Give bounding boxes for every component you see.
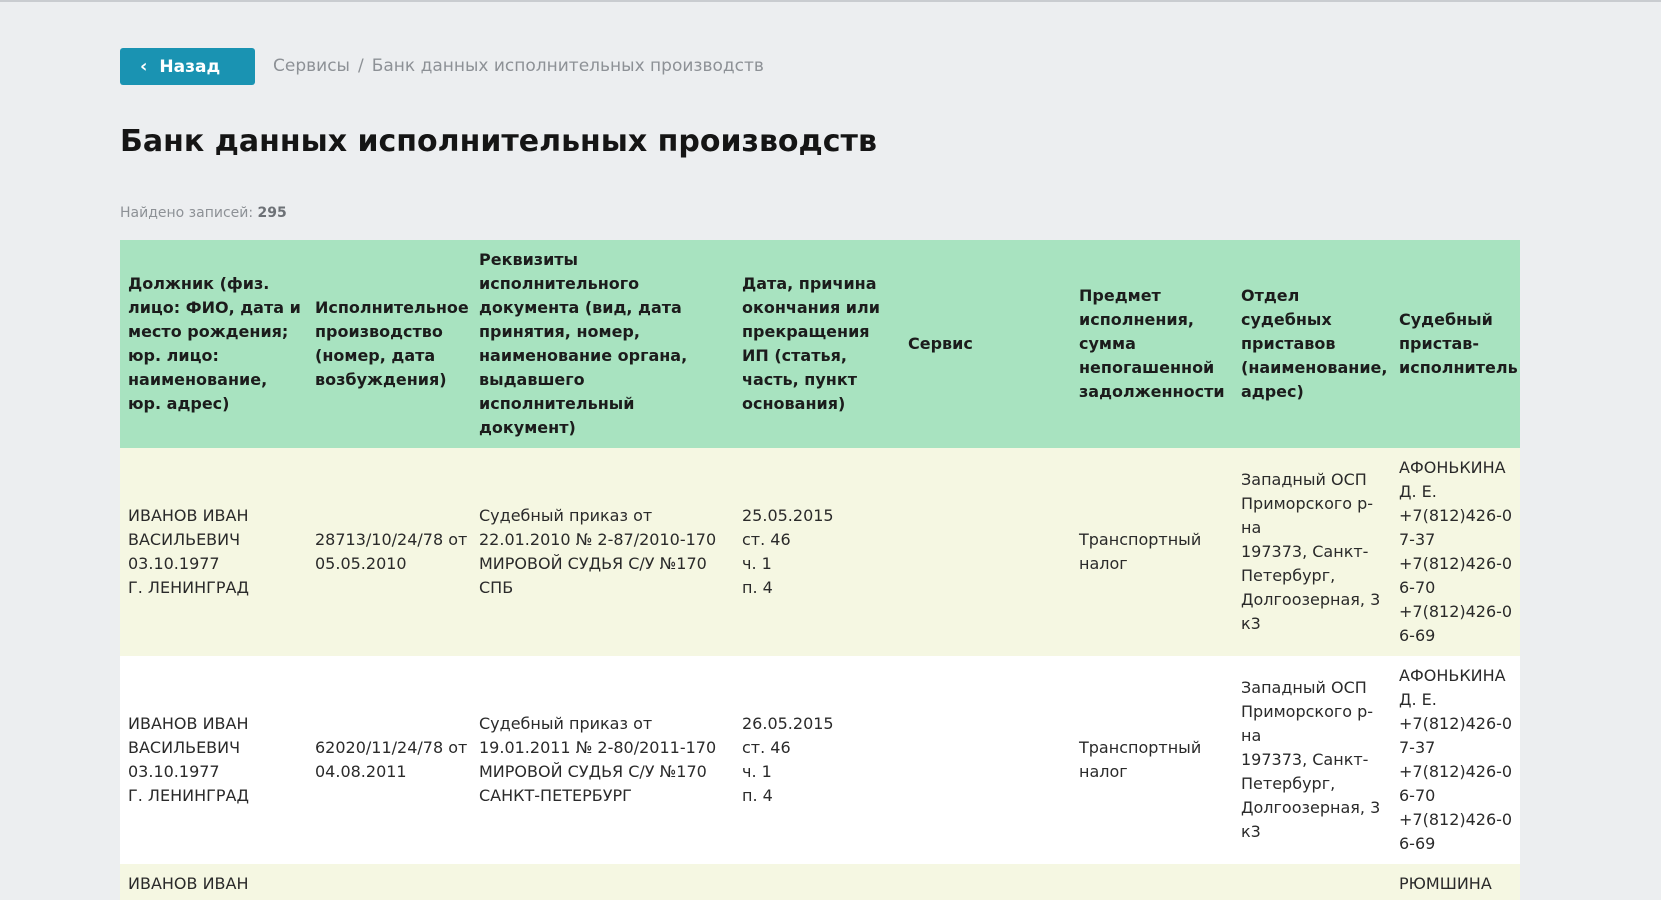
header-proceeding: Исполнительное производство (номер, дата возбуждения) [307, 240, 471, 448]
cell-department: Западный ОСП Приморского р- на 197373, Санкт- Петербург, Долгоозерная, 3 к3 [1233, 656, 1391, 864]
breadcrumb [273, 56, 764, 76]
cell-proceeding: 28713/10/24/78 от 05.05.2010 [307, 448, 471, 656]
cell-service [900, 656, 1071, 864]
table-header-row [120, 240, 1520, 448]
cell-bailiff [1391, 864, 1520, 900]
cell-document: Судебный приказ от 19.01.2011 № 2-80/2011-170 МИРОВОЙ СУДЬЯ С/У №170 САНКТ-ПЕТЕРБУРГ [471, 656, 734, 864]
header-subject: Предмет исполнения, сумма непогашенной задолженности [1071, 240, 1233, 448]
cell-subject: Транспортный налог [1071, 448, 1233, 656]
table-row [120, 448, 1520, 656]
bailiff-phone: +7(812)426-07-37 [1399, 714, 1513, 757]
bailiff-name: АФОНЬКИНА Д. Е. [1399, 666, 1506, 709]
page-title: Банк данных исполнительных производств [120, 124, 877, 159]
back-button-label: Назад [159, 56, 221, 77]
records-found-label: Найдено записей: [120, 205, 254, 221]
cell-subject: Транспортный налог [1071, 656, 1233, 864]
breadcrumb-item-services[interactable]: Сервисы [273, 56, 350, 76]
table-row [120, 656, 1520, 864]
records-found-count: 295 [257, 205, 287, 221]
bailiff-name: РЮМШИНА [1399, 874, 1492, 893]
cell-service [900, 864, 1071, 900]
cell-subject [1071, 864, 1233, 900]
back-button[interactable] [120, 48, 255, 85]
cell-debtor: ИВАНОВ ИВАН ВАСИЛЬЕВИЧ 03.10.1977 Г. ЛЕНИНГРАД [120, 448, 307, 656]
breadcrumb-item-current: Банк данных исполнительных производств [371, 56, 764, 76]
chevron-left-icon: ‹ [140, 55, 148, 77]
cell-end-info [734, 864, 900, 900]
header-bailiff: Судебный пристав- исполнитель [1391, 240, 1520, 448]
header-debtor: Должник (физ. лицо: ФИО, дата и место рождения; юр. лицо: наименование, юр. адрес) [120, 240, 307, 448]
cell-bailiff [1391, 448, 1520, 656]
cell-department [1233, 864, 1391, 900]
top-divider [0, 0, 1661, 2]
proceedings-table [120, 240, 1520, 900]
breadcrumb-separator: / [357, 56, 364, 76]
records-found [120, 205, 287, 221]
bailiff-phone: +7(812)426-07-37 [1399, 506, 1513, 549]
cell-department: Западный ОСП Приморского р- на 197373, Санкт- Петербург, Долгоозерная, 3 к3 [1233, 448, 1391, 656]
cell-debtor: ИВАНОВ ИВАН ВАСИЛЬЕВИЧ 03.10.1977 Г. ЛЕНИНГРАД [120, 656, 307, 864]
bailiff-phone: +7(812)426-06-70 [1399, 554, 1513, 597]
header-department: Отдел судебных приставов (наименование, адрес) [1233, 240, 1391, 448]
cell-end-info: 26.05.2015 ст. 46 ч. 1 п. 4 [734, 656, 900, 864]
cell-document [471, 864, 734, 900]
header-document: Реквизиты исполнительного документа (вид, дата принятия, номер, наименование органа, выдавшего исполнительный документ) [471, 240, 734, 448]
cell-end-info: 25.05.2015 ст. 46 ч. 1 п. 4 [734, 448, 900, 656]
table-row [120, 864, 1520, 900]
bailiff-phone: +7(812)426-06-70 [1399, 762, 1513, 805]
header-end-info: Дата, причина окончания или прекращения ИП (статья, часть, пункт основания) [734, 240, 900, 448]
bailiff-name: АФОНЬКИНА Д. Е. [1399, 458, 1506, 501]
cell-debtor: ИВАНОВ ИВАН [120, 864, 307, 900]
header-service: Сервис [900, 240, 1071, 448]
cell-proceeding [307, 864, 471, 900]
bailiff-phone: +7(812)426-06-69 [1399, 810, 1513, 853]
bailiff-phone: +7(812)426-06-69 [1399, 602, 1513, 645]
cell-document: Судебный приказ от 22.01.2010 № 2-87/2010-170 МИРОВОЙ СУДЬЯ С/У №170 СПБ [471, 448, 734, 656]
cell-bailiff [1391, 656, 1520, 864]
cell-service [900, 448, 1071, 656]
cell-proceeding: 62020/11/24/78 от 04.08.2011 [307, 656, 471, 864]
